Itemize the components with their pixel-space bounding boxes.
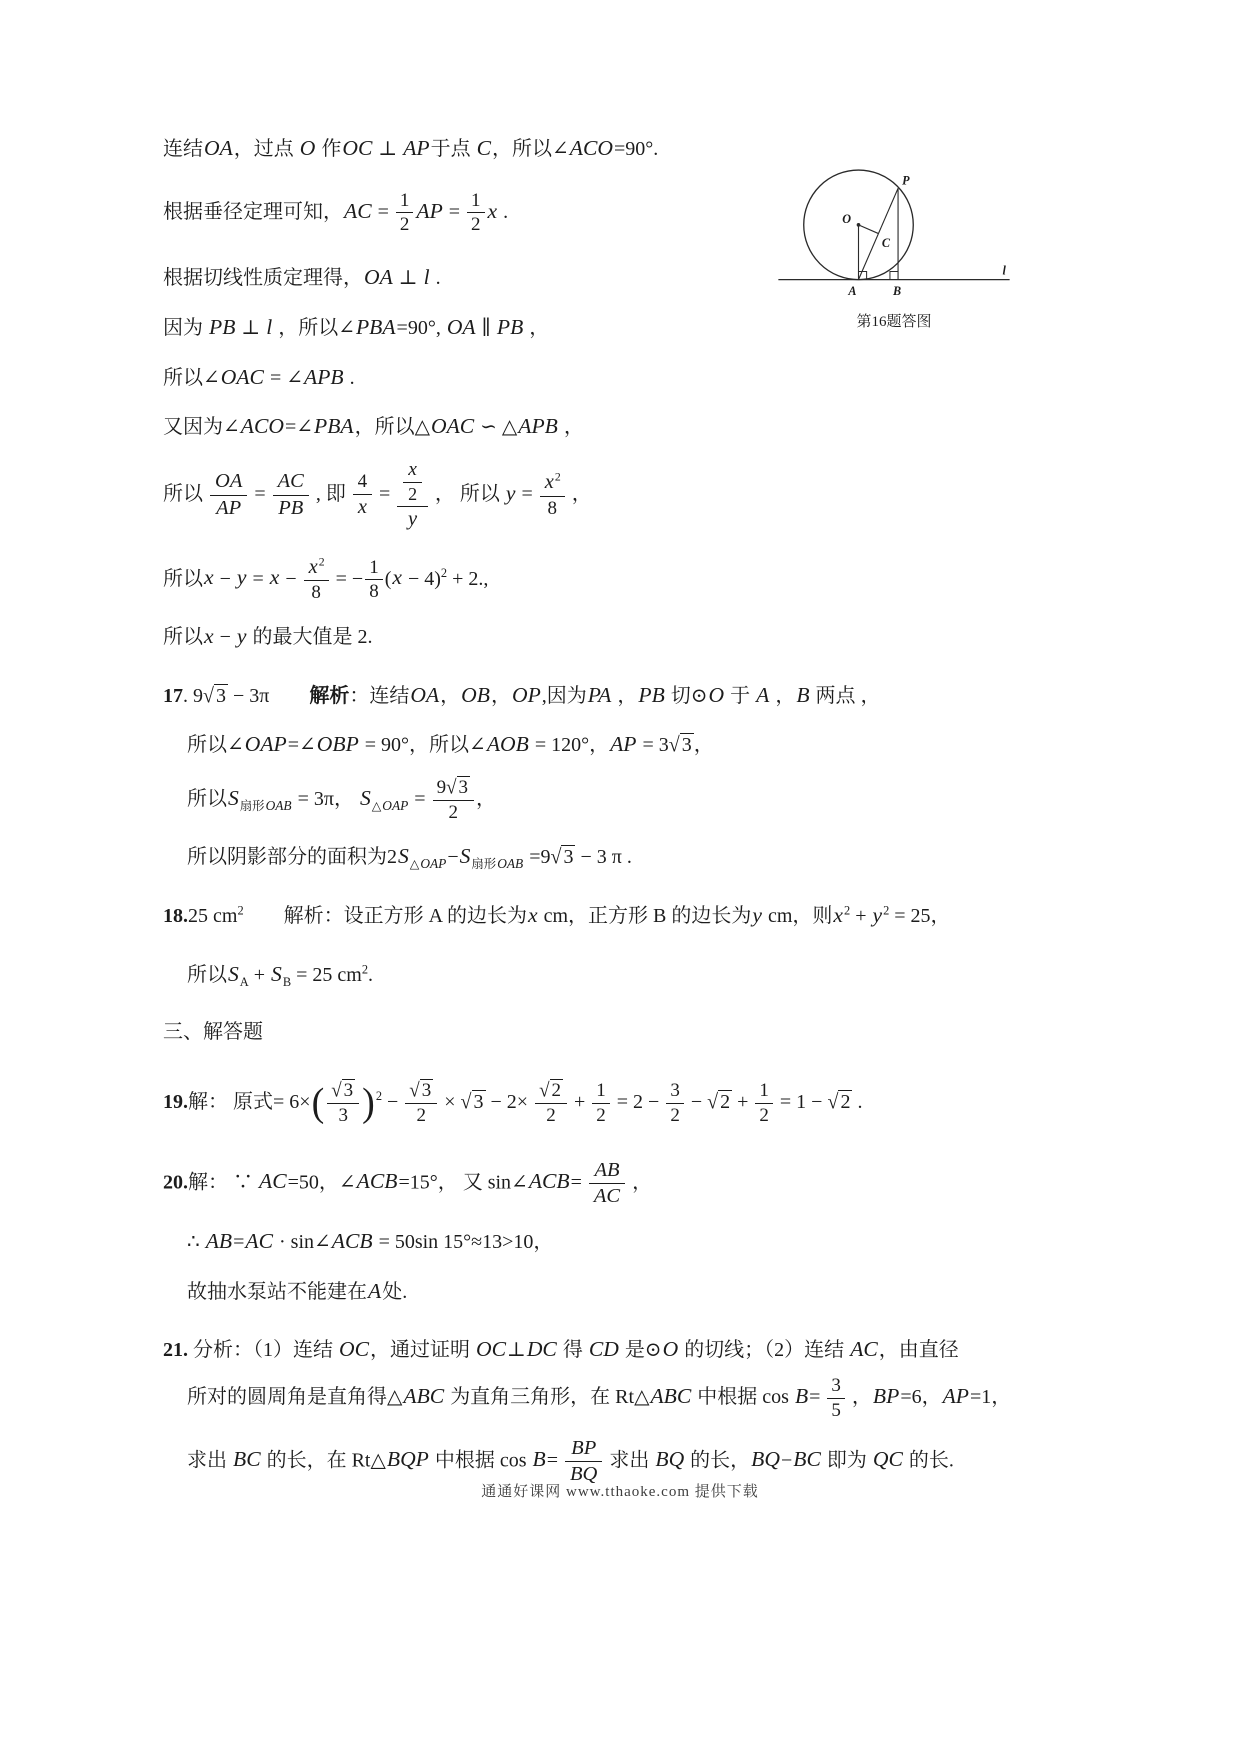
line-14: 18.25 $cm^2$ 解析：设正方形 A 的边长为x cm，正方形 B 的边长为y cm，则$x^2 + y^2 = 25$，	[163, 903, 951, 928]
line-12: 所以$S_{扇形OAB} = 3\pi$， $S_{\triangle OAP}$ = $\frac{9√ 3}{2}$ ，	[187, 776, 497, 823]
label-A: A	[848, 283, 857, 298]
line-13: 所以阴影部分的面积为$2S_{\triangle OAP}-S_{扇形OAB} =9√$ 3 − 3 π .	[187, 843, 632, 871]
line-01: 连结OA，过点 O 作OC ⊥ AP于点 C，所以∠ACO=90°.	[163, 136, 659, 160]
line-22: 所对的圆周角是直角得△ABC 为直角三角形，在 Rt△ABC 中根据 cos B= $\frac{3}{5}$ ，BP=6，AP=1，	[187, 1375, 1012, 1421]
label-C: C	[881, 236, 890, 251]
line-21: 21. 分析：（1）连结 OC，通过证明 OC⊥DC 得 CD 是⊙O 的切线；（2）连结 AC，由直径	[163, 1337, 959, 1362]
line-18: 20.解： ∵ AC=50，∠ACB=15°， 又 sin∠ACB= $\frac{AB}{AC}$ ，	[163, 1158, 653, 1208]
circle-tangent-diagram	[770, 166, 1018, 308]
line-08: 所以x − y = x − $\frac{x^2}{8}$ = − $\frac{1}{8}$ $(x - 4)^2 + 2$.,	[163, 555, 489, 604]
label-O: O	[842, 211, 852, 226]
problem16-answer-figure	[770, 166, 1018, 331]
line-11: 所以∠OAP=∠OBP = 90°，所以∠AOB = 120°，AP = 3√ 3 ，	[187, 732, 714, 757]
line-06: 又因为∠ACO=∠PBA，所以△OAC ∽ △APB ，	[163, 414, 584, 439]
line-20: 故抽水泵站不能建在A处.	[187, 1278, 408, 1303]
line-23: 求出 BC 的长，在 Rt△BQP 中根据 cos B= $\frac{BP}{BQ}$ 求出 BQ 的长，BQ−BC 即为 QC 的长.	[187, 1436, 954, 1486]
line-09: 所以x − y 的最大值是 2.	[163, 623, 373, 648]
label-l: l	[1002, 263, 1006, 278]
page-footer: 通通好课网 www.tthaoke.com 提供下载	[481, 1484, 759, 1500]
figure-caption: 第16题答图	[856, 314, 932, 330]
line-02: 根据垂径定理可知，AC = $\frac{1}{2}$ AP = $\frac{1}{2}$ x .	[163, 189, 509, 236]
line-05: 所以∠OAC = ∠APB .	[163, 364, 355, 389]
line-15: 所以$S_A + S_B = 25$ $cm^2$.	[187, 962, 374, 990]
line-16: 三、解答题	[163, 1021, 263, 1044]
label-P: P	[902, 173, 910, 188]
line-19: ∴ AB=AC · sin∠ACB = 50sin 15°≈13>10，	[187, 1228, 554, 1253]
solution-content	[163, 130, 1078, 1501]
line-10: 17. 9√ 3 − 3π 解析：连结OA，OB，OP,因为PA ，PB 切⊙O 于 A ，B 两点 ，	[163, 682, 881, 708]
line-17: 19.解： 原式= 6×( $\frac{√ 3}{3}$ )$^2$ − $\frac{√ 3}{2}$ × √ 3 − 2× $\frac{√ 2}{2}$ + $\frac{1}{2}$ = 2 − $\frac{3}{2}$ − √ 2 + $\frac{1}{2}$ = 1 − √ 2 .	[163, 1079, 863, 1126]
line-03: 根据切线性质定理得，OA ⊥ l .	[163, 265, 441, 290]
line-07: 所以 $\frac{OA}{AP}$ = $\frac{AC}{PB}$ , 即 $\frac{4}{x}$ = $\frac{\frac{x}{2}}{y}$ ， 所以 y = $\frac{x^2}{8}$ ，	[163, 459, 592, 530]
label-B: B	[892, 283, 902, 298]
line-04: 因为 PB ⊥ l ，所以∠PBA=90°, OA ∥ PB ，	[163, 314, 550, 339]
